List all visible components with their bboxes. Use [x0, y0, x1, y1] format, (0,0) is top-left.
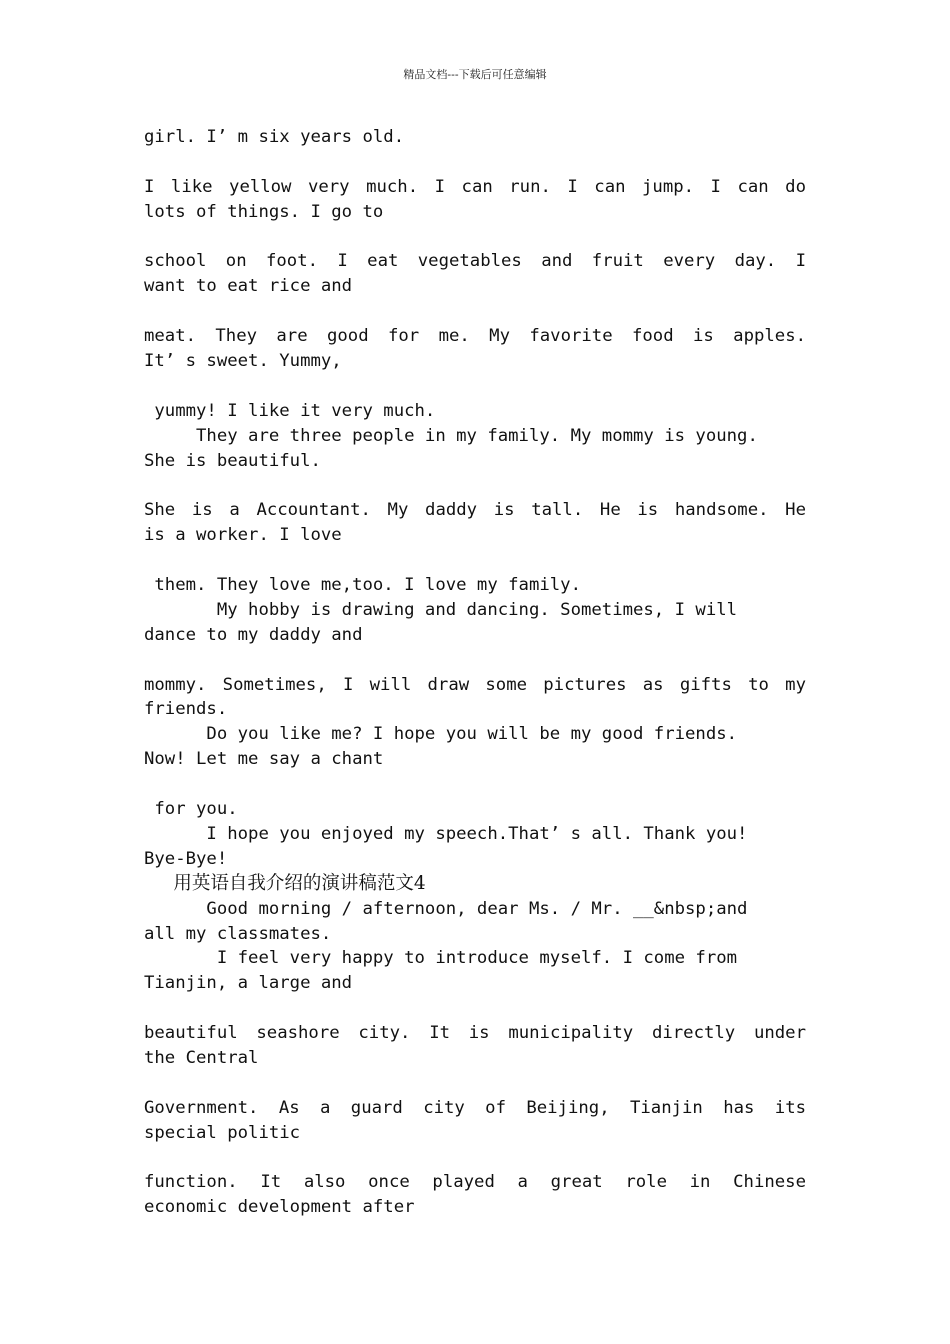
blank-line — [144, 1071, 806, 1096]
text-line: economic development after — [144, 1197, 415, 1218]
text-line: the Central — [144, 1047, 259, 1068]
blank-line — [144, 374, 806, 399]
blank-line — [144, 1146, 806, 1171]
text-line: beautiful seashore city. It is municipality directly under — [144, 1023, 806, 1044]
text-line: She is a Accountant. My daddy is tall. He is handsome. He — [144, 500, 806, 521]
text-line: friends. — [144, 699, 228, 720]
text-line: Tianjin, a large and — [144, 973, 353, 994]
text-line: yummy! I like it very much. — [144, 400, 436, 421]
text-line: them. They love me,too. I love my family. — [144, 575, 581, 596]
text-line: I like yellow very much. I can run. I can jump. I can do — [144, 176, 806, 197]
text-line: meat. They are good for me. My favorite food is apples. — [144, 326, 806, 347]
blank-line — [144, 548, 806, 573]
text-line: function. It also once played a great role in Chinese — [144, 1172, 806, 1193]
text-line: mommy. Sometimes, I will draw some pictures as gifts to my — [144, 674, 806, 695]
text-line: Government. As a guard city of Beijing, Tianjin has its — [144, 1097, 806, 1118]
blank-line — [144, 473, 806, 498]
text-line: lots of things. I go to — [144, 201, 384, 222]
text-line: Do you like me? I hope you will be my good friends. — [144, 724, 738, 745]
text-line: dance to my daddy and — [144, 624, 363, 645]
text-line: Bye-Bye! — [144, 848, 228, 869]
text-line: want to eat rice and — [144, 276, 353, 297]
blank-line — [144, 996, 806, 1021]
text-line: special politic — [144, 1122, 301, 1143]
text-line: My hobby is drawing and dancing. Sometimes, I will — [144, 599, 738, 620]
text-line: Now! Let me say a chant — [144, 749, 384, 770]
text-line: Good morning / afternoon, dear Ms. / Mr. __&nbsp;and — [144, 898, 748, 919]
blank-line — [144, 299, 806, 324]
text-line: I feel very happy to introduce myself. I come from — [144, 948, 738, 969]
section-heading: 用英语自我介绍的演讲稿范文4 — [144, 872, 426, 894]
blank-line — [144, 150, 806, 175]
text-line: girl. I’ m six years old. — [144, 127, 405, 147]
text-line: I hope you enjoyed my speech.That’ s all. Thank you! — [144, 823, 748, 844]
text-line: They are three people in my family. My mommy is young. — [144, 425, 758, 446]
blank-line — [144, 648, 806, 673]
text-line: is a worker. I love — [144, 525, 342, 546]
page-header: 精品文档---下载后可任意编辑 — [403, 68, 547, 81]
text-line: all my classmates. — [144, 923, 332, 944]
blank-line — [144, 225, 806, 250]
text-line: It’ s sweet. Yummy, — [144, 351, 342, 372]
text-line: school on foot. I eat vegetables and fruit every day. I — [144, 251, 806, 272]
text-line: She is beautiful. — [144, 450, 321, 471]
blank-line — [144, 772, 806, 797]
document-body — [144, 125, 806, 1220]
text-line: for you. — [144, 799, 238, 820]
